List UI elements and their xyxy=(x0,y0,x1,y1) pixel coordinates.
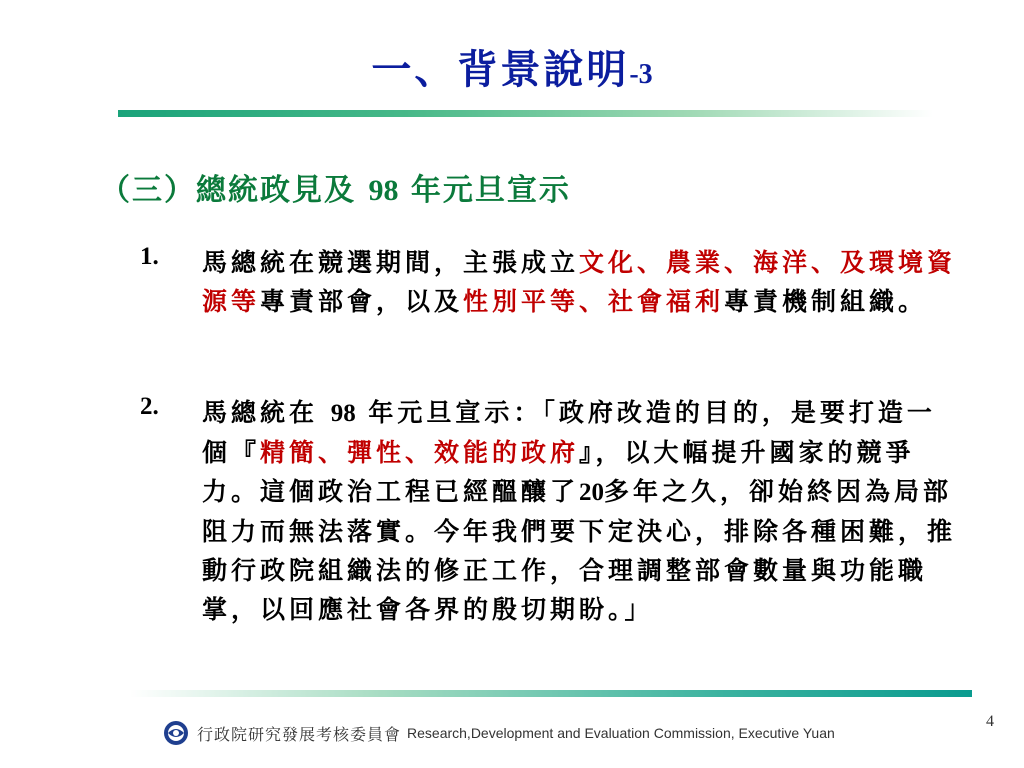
item2-text-4: 多年之久，卻始終因為局部阻力而無法落實。今年我們要下定決心，排除各種困難，推動行政院組織法的修正工作，合理調整部會數量與功能職掌，以回應社會各界的殷切期盼。」 xyxy=(202,477,957,624)
section-suffix: 年元旦宣示 xyxy=(398,173,571,208)
item1-highlight-2: 性別平等、社會福利 xyxy=(463,287,725,316)
list-marker-2: 2. xyxy=(140,393,159,420)
item2-number-1: 98 xyxy=(330,400,356,427)
footer-org-english: Research,Development and Evaluation Commission, Executive Yuan xyxy=(407,725,835,741)
list-item-1 xyxy=(140,243,970,321)
item2-text-3: 』，以大幅提升國家的競爭力。這個政治工程已經醞釀了 xyxy=(202,438,915,506)
item1-highlight-1: 文化、農業、海洋、及環境資源等 xyxy=(202,248,957,316)
item2-text-1: 馬總統在 xyxy=(202,398,331,427)
footer xyxy=(163,718,835,748)
title-divider xyxy=(118,110,933,117)
list-item-1-text xyxy=(202,243,962,321)
list-marker-1: 1. xyxy=(140,243,159,270)
footer-divider xyxy=(130,690,972,697)
footer-org-chinese: 行政院研究發展考核委員會 xyxy=(197,724,402,744)
title-main: 一、背景說明 xyxy=(371,46,630,93)
list-item-2 xyxy=(140,393,970,629)
item1-text-2: 專責部會，以及 xyxy=(260,287,464,316)
page-number: 4 xyxy=(986,713,994,730)
slide-title xyxy=(0,38,1024,95)
list-item-2-text xyxy=(202,393,962,629)
title-suffix: -3 xyxy=(629,59,653,90)
rdec-logo-icon xyxy=(163,720,189,746)
section-number: 98 xyxy=(368,174,399,207)
item2-number-2: 20 xyxy=(579,479,605,506)
section-prefix: （三）總統政見及 xyxy=(100,173,369,208)
item2-text-2: 年元旦宣示：「政府改造的目的，是要打造一個『 xyxy=(202,398,936,467)
item2-highlight-1: 精簡、彈性、效能的政府 xyxy=(260,438,580,467)
item1-text-1: 馬總統在競選期間，主張成立 xyxy=(202,248,580,277)
item1-text-3: 專責機制組織。 xyxy=(724,287,928,316)
section-heading xyxy=(100,165,571,209)
